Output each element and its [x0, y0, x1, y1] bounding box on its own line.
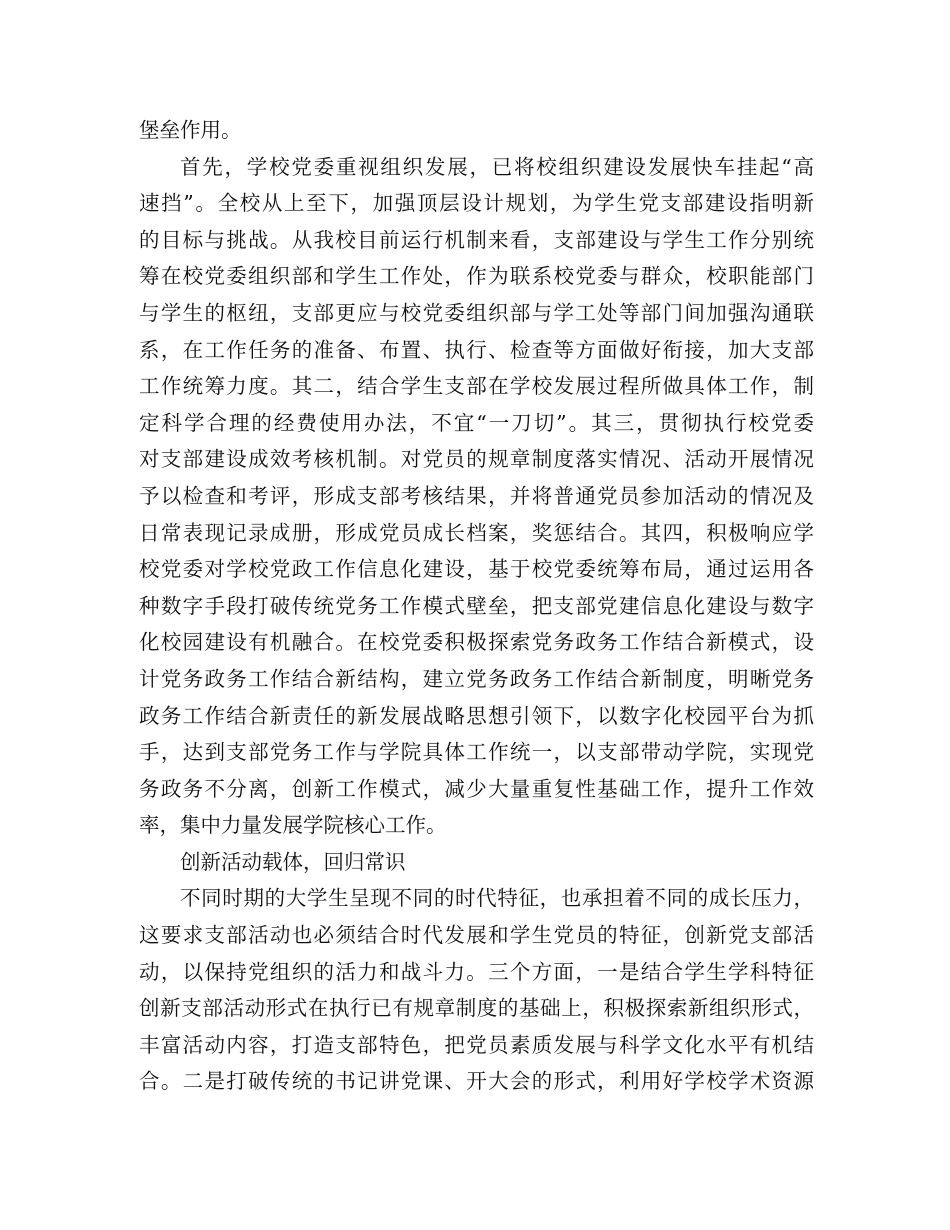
text-line: 率，集中力量发展学院核心工作。 [139, 813, 447, 838]
text-line: 这要求支部活动也必须结合时代发展和学生党员的特征，创新党支部活 [139, 923, 814, 948]
text-line: 校党委对学校党政工作信息化建设，基于校党委统筹布局，通过运用各 [139, 557, 814, 582]
text-line: 与学生的枢纽，支部更应与校党委组织部与学工处等部门间加强沟通联 [139, 300, 814, 325]
text-line: 筹在校党委组织部和学生工作处，作为联系校党委与群众，校职能部门 [139, 264, 814, 289]
text-line: 化校园建设有机融合。在校党委积极探索党务政务工作结合新模式，设 [139, 630, 814, 655]
text-line: 创新活动载体，回归常识 [180, 849, 406, 874]
text-line: 手，达到支部党务工作与学院具体工作统一，以支部带动学院，实现党 [139, 740, 814, 765]
text-line: 日常表现记录成册，形成党员成长档案，奖惩结合。其四，积极响应学 [139, 520, 814, 545]
document-body [139, 112, 814, 1100]
text-line: 予以检查和考评，形成支部考核结果，并将普通党员参加活动的情况及 [139, 483, 814, 508]
text-line: 系，在工作任务的准备、布置、执行、检查等方面做好衔接，加大支部 [139, 337, 814, 362]
text-line: 工作统筹力度。其二，结合学生支部在学校发展过程所做具体工作，制 [139, 374, 814, 399]
text-line: 堡垒作用。 [139, 118, 242, 142]
text-line: 速挡”。全校从上至下，加强顶层设计规划，为学生党支部建设指明新 [139, 191, 814, 216]
text-line: 首先，学校党委重视组织发展，已将校组织建设发展快车挂起“高 [180, 154, 814, 179]
text-line: 务政务不分离，创新工作模式，减少大量重复性基础工作，提升工作效 [139, 776, 814, 801]
text-line: 的目标与挑战。从我校目前运行机制来看，支部建设与学生工作分别统 [139, 227, 814, 252]
text-line: 种数字手段打破传统党务工作模式壁垒，把支部党建信息化建设与数字 [139, 593, 814, 618]
text-line: 对支部建设成效考核机制。对党员的规章制度落实情况、活动开展情况 [139, 447, 814, 472]
text-line: 政务工作结合新责任的新发展战略思想引领下，以数字化校园平台为抓 [139, 703, 814, 728]
text-line: 动，以保持党组织的活力和战斗力。三个方面，一是结合学生学科特征 [139, 959, 814, 984]
text-line: 合。二是打破传统的书记讲党课、开大会的形式，利用好学校学术资源 [139, 1069, 814, 1094]
text-line: 计党务政务工作结合新结构，建立党务政务工作结合新制度，明晰党务 [139, 666, 814, 691]
text-line: 创新支部活动形式在执行已有规章制度的基础上，积极探索新组织形式， [139, 996, 814, 1021]
text-line: 不同时期的大学生呈现不同的时代特征，也承担着不同的成长压力， [180, 886, 814, 911]
text-line: 丰富活动内容，打造支部特色，把党员素质发展与科学文化水平有机结 [139, 1032, 814, 1057]
text-line: 定科学合理的经费使用办法，不宜“一刀切”。其三，贯彻执行校党委 [139, 410, 814, 435]
